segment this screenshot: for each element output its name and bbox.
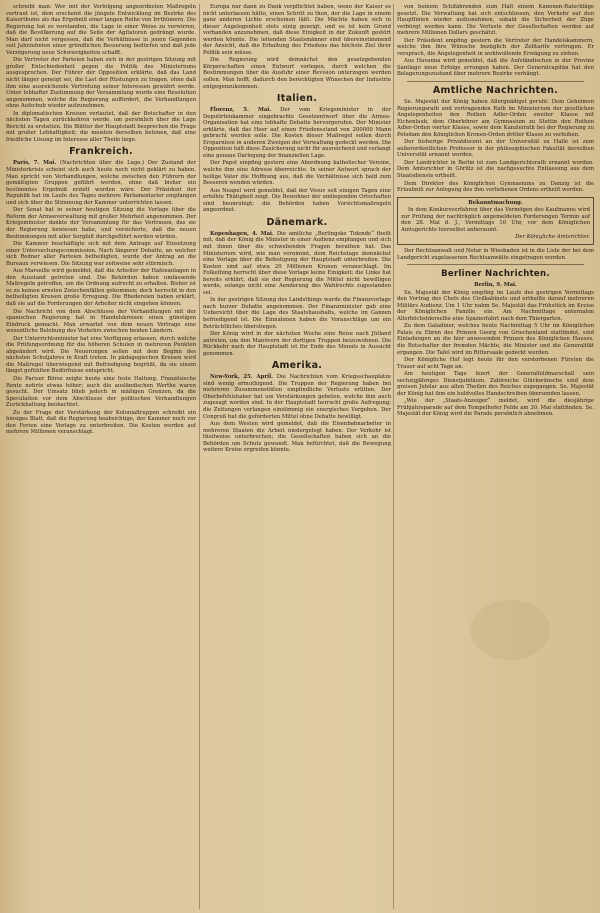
dateline: Paris, 7. Mai. bbox=[13, 160, 57, 167]
article-paragraph: Aus Havanna wird gemeldet, daß die Aufständischen in der Provinz Santiago neue Erfolge errungen haben. Der Generalcapitän hat den Belagerungszustand über mehrere Bezirke verhängt. bbox=[397, 58, 594, 78]
article-paragraph: Die Vertreter der Parteien haben sich in der gestrigen Sitzung mit großer Entschiedenheit gegen die Politik des Ministeriums ausgesprochen. Der Führer der Opposition erklärte, daß das Land nicht länger geneigt sei, die Last der Rüstungen zu tragen, ohne daß ihm eine ausreichende Vertretung seiner Interessen gewährt werde. Unter lebhafter Zustimmung der Versammlung wurde eine Resolution angenommen, welche die Regierung auffordert, die Verhandlungen ohne Aufschub wieder aufzunehmen. bbox=[6, 57, 196, 110]
article-text: Der vom Kriegsminister in der Deputirtenkammer eingebrachte Gesetzentwurf über die Armee-Organisation hat eine lebhafte Debatte hervorgerufen. Der Minister erklärte, daß das Heer auf einen Friedensstand von 200000 Mann gebracht werden solle. Die Kosten dieser Maßregel sollen durch Ersparnisse in anderen Zweigen der Verwaltung gedeckt werden. Die Opposition hält diese Zusicherung nicht für ausreichend und verlangt eine genaue Darlegung der finanziellen Lage. bbox=[203, 107, 391, 159]
dateline: Kopenhagen, 4. Mai. bbox=[210, 230, 274, 237]
column-rule bbox=[199, 4, 200, 909]
notice-signature: Der Königliche Amtsrichter. bbox=[515, 234, 590, 241]
article-text: Die amtliche „Berlingske Tidende“ theilt mit, daß der König die Minister in einer Audienz empfangen und sich mit ihnen über die schwebenden Fragen berathen hat. Das Ministerium wird, wie man vernimmt, dem Reichstage demnächst eine Vorlage über die Befestigung der Hauptstadt unterbreiten. Die Kosten sind auf etwa 20 Millionen Kronen veranschlagt. Im Folkething herrscht über diese Vorlage keine Einigkeit; die Linke hat bereits erklärt, daß sie der Regierung die Mittel nicht bewilligen werde, solange nicht eine Aenderung des Wahlrechts zugestanden sei. bbox=[203, 230, 391, 296]
section-heading-berlin-news: Berliner Nachrichten. bbox=[441, 269, 550, 280]
article-paragraph: Die Regierung wird demnächst den gesetzgebenden Körperschaften einen Entwurf vorlegen, durch welchen die Bestimmungen über die Ausfuhr einer Revision unterzogen werden sollen. Man hofft, dadurch den berechtigten Wünschen der Industrie entgegenzukommen. bbox=[203, 57, 391, 90]
article-paragraph: Aus Marseille wird gemeldet, daß die Arbeiter der Hafenanlagen in den Ausstand getreten sind. Die Behörden haben umfassende Maßregeln getroffen, um die Ordnung aufrecht zu erhalten. Bisher ist es zu keinen ernsten Zwischenfällen gekommen; doch herrscht in den betheiligten Kreisen große Erregung. Die Rhedereien haben erklärt, daß sie auf die Forderungen der Arbeiter nicht eingehen können. bbox=[6, 268, 196, 307]
divider bbox=[407, 81, 584, 82]
article-paragraph: Europa nur dann zu Dank verpflichtet haben, wenn der Kaiser es nicht unterlassen hätte, einen Schritt zu thun, der die Lage in einem ganz anderen Lichte erscheinen läßt. Die Mächte haben sich in dieser Angelegenheit stets einig gezeigt, und es ist kein Grund vorhanden anzunehmen, daß diese Einigkeit in der Zukunft gestört werden könnte. Die leitenden Staatsmänner sind übereinstimmend der Ansicht, daß die Erhaltung des Friedens das höchste Ziel ihrer Politik sein müsse. bbox=[203, 4, 391, 56]
section-heading-italy: Italien. bbox=[276, 93, 318, 105]
article-paragraph: Der Landrichter in Berlin ist zum Landgerichtsrath ernannt worden. Dem Amtsrichter in Görlitz ist die nachgesuchte Entlassung aus dem Staatsdienste ertheilt. bbox=[397, 159, 594, 180]
article-paragraph: Der bisherige Privatdocent an der Universität zu Halle ist zum außerordentlichen Professor in der philosophischen Fakultät derselben Universität ernannt worden. bbox=[397, 139, 594, 159]
right-column bbox=[397, 4, 594, 909]
article-paragraph: schreibt man: Wer mit der Verfolgung angeordneten Maßregeln vertraut ist, dem erscheint die jüngste Entwicklung im Bezirke des Kaiserthums als das Ergebniß einer langen Reihe von Irrthümern. Die Regierung hat es verstanden, die Lage in einer Weise zu verwirren, daß die Bevölkerung auf die Seite der Agitatoren gedrängt wurde. Man darf nicht vergessen, daß die Verhältnisse in jenen Gegenden seit Jahrzehnten einer gründlichen Besserung bedürfen und daß jede Verzögerung neue Schwierigkeiten schafft. bbox=[6, 4, 196, 56]
column-rule bbox=[393, 4, 394, 909]
article-paragraph: Der Papst empfing gestern eine Abordnung katholischer Vereine, welche ihm eine Adresse überreichte. In seiner Antwort sprach der heilige Vater die Hoffnung aus, daß die Verhältnisse sich bald zum Besseren wenden würden. bbox=[203, 160, 391, 187]
section-heading-denmark: Dänemark. bbox=[266, 216, 328, 228]
notice-box bbox=[397, 197, 594, 245]
article-text: (Nachrichten über die Lage.) Der Zustand der Ministerkrisis scheint sich auch heute noch nicht geklärt zu haben. Man spricht von Verhandlungen, welche zwischen den Führern der gemäßigten Gruppen geführt werden, ohne daß bisher ein bestimmtes Ergebniß erzielt worden wäre. Der Präsident der Republik hat im Laufe des Tages mehrere Parlamentarier empfangen und sich über die Stimmung der Kammer unterrichten lassen. bbox=[6, 160, 196, 206]
middle-column bbox=[203, 4, 391, 909]
section-heading-america: Amerika. bbox=[271, 360, 323, 372]
article-paragraph: Der Rechtsanwalt und Notar in Wiesbaden ist in die Liste der bei dem Landgericht zugelassenen Rechtsanwälte eingetragen worden. bbox=[397, 247, 594, 261]
notice-text: In dem Konkursverfahren über das Vermögen des Kaufmanns wird zur Prüfung der nachträglich angemeldeten Forderungen Termin auf den 28. Mai d. J., Vormittags 10 Uhr, vor dem Königlichen Amtsgerichte hierselbst anberaumt. bbox=[401, 207, 590, 233]
article-paragraph: Der Präsident empfing gestern die Vertreter der Handelskammern, welche ihm ihre Wünsche bezüglich der Zolltarife vortrugen. Er versprach, die Angelegenheit in wohlwollende Erwägung zu ziehen. bbox=[397, 37, 594, 57]
article-paragraph: Aus dem Westen wird gemeldet, daß die Eisenbahnarbeiter in mehreren Staaten die Arbeit niedergelegt haben. Der Verkehr ist theilweise unterbrochen; die Gesellschaften haben sich an die Behörden um Schutz gewandt. Man befürchtet, daß die Bewegung weitere Kreise ergreifen könnte. bbox=[203, 421, 391, 454]
dateline: Florenz, 5. Mai. bbox=[210, 107, 272, 114]
article-paragraph: Der König wird in der nächsten Woche eine Reise nach Jütland antreten, um den Manövern der dortigen Truppen beizuwohnen. Die Rückkehr nach der Hauptstadt ist für Ende des Monats in Aussicht genommen. bbox=[203, 331, 391, 357]
article-paragraph: Der Königliche Hof legt heute für den verstorbenen Fürsten die Trauer auf acht Tage an. bbox=[397, 357, 594, 370]
article-paragraph: Dem Direktor des Königlichen Gymnasiums zu Danzig ist die Erlaubniß zur Anlegung des ihm verliehenen Ordens ertheilt worden. bbox=[397, 180, 594, 194]
article-paragraph: „Wie der „Staats-Anzeiger“ meldet, wird die diesjährige Frühjahrsparade auf dem Tempelhofer Felde am 30. Mai stattfinden. Se. Majestät der König wird die Parade persönlich abnehmen. bbox=[397, 398, 594, 418]
section-heading-official-news: Amtliche Nachrichten. bbox=[432, 85, 559, 97]
article-text: Die Nachrichten vom Kriegsschauplatze sind wenig ermuthigend. Die Truppen der Regierung haben bei mehreren Zusammenstößen empfindliche Verluste erlitten. Der Oberbefehlshaber hat um Verstärkungen gebeten, welche ihm auch zugesagt worden sind. In der Hauptstadt herrscht große Aufregung; die Zeitungen verlangen einstimmig ein energisches Vorgehen. Der Congreß hat die geforderten Mittel ohne Debatte bewilligt. bbox=[203, 374, 391, 420]
article-paragraph: Die Nachricht von dem Abschlusse der Verhandlungen mit der spanischen Regierung hat in Handelskreisen einen günstigen Eindruck gemacht. Man erwartet von dem neuen Vertrage eine wesentliche Belebung des Verkehrs zwischen beiden Ländern. bbox=[6, 308, 196, 335]
article-paragraph: In der gestrigen Sitzung des Landsthings wurde die Finanzvorlage nach kurzer Debatte angenommen. Der Finanzminister gab eine Uebersicht über die Lage des Staatshaushalts, welche im Ganzen befriedigend ist. Die Einnahmen haben die Voranschläge um ein Beträchtliches überstiegen. bbox=[203, 297, 391, 330]
divider bbox=[407, 264, 584, 265]
article-paragraph: Zu dem Galadiner, welches heute Nachmittag 5 Uhr im Königlichen Palais zu Ehren des Prinzen Georg von Griechenland stattfindet, sind Einladungen an die hier anwesenden Prinzen des Königlichen Hauses, die Botschafter der fremden Mächte, die Minister und die Generalität ergangen. Die Tafel wird im Rittersaale gedeckt werden. bbox=[397, 323, 594, 356]
article-paragraph: Am heutigen Tage feiert der Generalfeldmarschall sein sechzigjähriges Dienstjubiläum. Zahlreiche Glückwünsche sind dem greisen Jubilar aus allen Theilen des Reiches zugegangen. Se. Majestät der König hat ihm ein huldvolles Handschreiben übersenden lassen. bbox=[397, 371, 594, 397]
article-paragraph: Se. Majestät der König empfing im Laufe des gestrigen Vormittags den Vortrag des Chefs des Civilkabinets und ertheilte darauf mehreren Militärs Audienz. Um 1 Uhr nahm Se. Majestät das Frühstück im Kreise der Königlichen Familie ein. Am Nachmittage unternahm Allerhöchstderselbe eine Spazierfahrt nach dem Thiergarten. bbox=[397, 289, 594, 322]
article-paragraph: Se. Majestät der König haben Allergnädigst geruht: Dem Geheimen Regierungsrath und vortragenden Rath im Ministerium der geistlichen Angelegenheiten den Rothen Adler-Orden zweiter Klasse mit Eichenlaub, dem Oberlehrer am Gymnasium zu Stettin den Rothen Adler-Orden vierter Klasse, sowie dem Kanzleirath bei der Regierung zu Potsdam den Königlichen Kronen-Orden dritter Klasse zu verleihen. bbox=[397, 99, 594, 138]
notice-title: Bekanntmachung. bbox=[468, 199, 523, 206]
article-paragraph: In diplomatischen Kreisen verlautet, daß der Botschafter in den nächsten Tagen zurückkehren werde, um persönlich über die Lage Bericht zu erstatten. Die Blätter der Hauptstadt besprechen die Frage mit großer Lebhaftigkeit; die meisten derselben betonen, daß eine friedliche Lösung im Interesse aller Theile liege. bbox=[6, 110, 196, 143]
dateline: Berlin, 9. Mai. bbox=[474, 282, 517, 289]
left-column bbox=[6, 4, 196, 909]
article-paragraph: Die Pariser Börse zeigte heute eine feste Haltung. Französische Rente notirte etwas höher; auch die ausländischen Werthe waren gesucht. Der Umsatz blieb jedoch in mäßigen Grenzen, da die Speculation vor dem Abschlusse der politischen Verhandlungen Zurückhaltung beobachtet. bbox=[6, 375, 196, 409]
section-heading-france: Frankreich. bbox=[69, 146, 133, 158]
article-paragraph: Zu der Frage der Verstärkung der Kolonialtruppen schreibt ein hiesiges Blatt, daß die Regierung beabsichtige, der Kammer noch vor den Ferien eine Vorlage zu unterbreiten. Die Kosten werden auf mehrere Millionen veranschlagt. bbox=[6, 409, 196, 436]
dateline: New-York, 25. April. bbox=[210, 374, 273, 381]
article-paragraph: Der Senat hat in seiner heutigen Sitzung die Vorlage über die Reform der Armeeverwaltung mit großer Mehrheit angenommen. Der Kriegsminister dankte der Versammlung für das Vertrauen, das sie der Regierung bewiesen habe, und versicherte, daß die neuen Bestimmungen mit aller Sorgfalt durchgeführt werden würden. bbox=[6, 207, 196, 240]
article-paragraph: von beinem Schifahrenden zum Halt einem Kanonen-Ratschläge gesetzt. Die Verwaltung hat sich entschlossen, den Verkehr auf den Hauptlinien wieder aufzunehmen, sobald die Sicherheit der Züge verbürgt werden kann. Die Verluste der Gesellschaften werden auf mehrere Millionen Dollars geschätzt. bbox=[397, 4, 594, 37]
article-paragraph: Aus Neapel wird gemeldet, daß der Vesuv seit einigen Tagen eine erhöhte Thätigkeit zeigt. Die Bewohner der umliegenden Ortschaften sind beunruhigt; die Behörden haben Vorsichtsmaßregeln angeordnet. bbox=[203, 187, 391, 214]
article-paragraph: Der Unterrichtsminister hat eine Verfügung erlassen, durch welche die Prüfungsordnung für die höheren Schulen in mehreren Punkten abgeändert wird. Die Neuerungen sollen mit dem Beginn des nächsten Schuljahres in Kraft treten. In pädagogischen Kreisen wird die Maßregel überwiegend mit Befriedigung begrüßt, da sie einem längst gefühlten Bedürfnisse entspricht. bbox=[6, 335, 196, 375]
article-paragraph: Die Kammer beschäftigte sich mit dem Antrage auf Einsetzung einer Untersuchungscommission. Nach längerer Debatte, an welcher sich Redner aller Parteien betheiligten, wurde der Antrag an die Bureaux verwiesen. Die Sitzung war zeitweise sehr stürmisch. bbox=[6, 241, 196, 267]
